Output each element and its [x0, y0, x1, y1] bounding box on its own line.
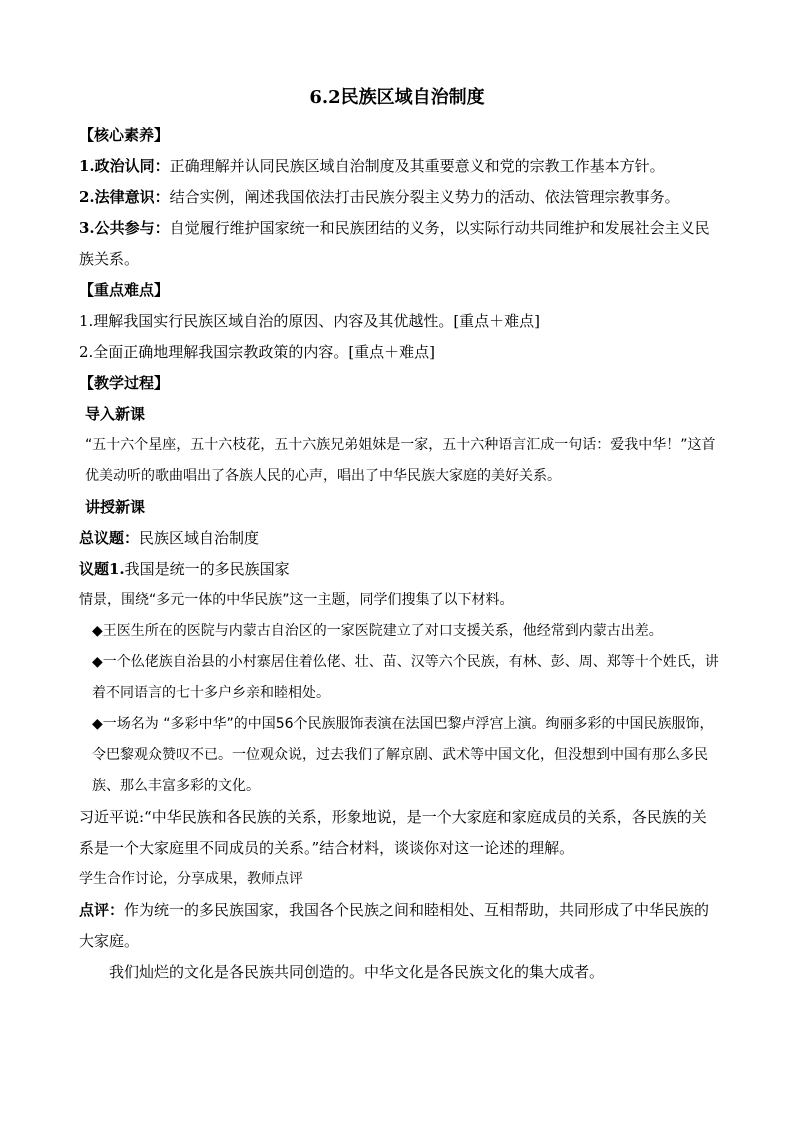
core-item-label: 1.政治认同： [79, 157, 170, 175]
quote-text: 习近平说:“中华民族和各民族的关系，形象地说，是一个大家庭和家庭成员的关系，各民族的关系是一个大家庭里不同成员的关系。”结合材料，谈谈你对这一论述的理解。 [79, 808, 707, 857]
core-item [79, 182, 719, 213]
lecture-heading: 讲授新课 [85, 498, 146, 516]
subtopic-line [79, 554, 719, 585]
key-item: 1.理解我国实行民族区域自治的原因、内容及其优越性。[重点＋难点] [79, 312, 541, 330]
subtopic-label: 议题1. [79, 560, 125, 578]
process-heading: 【教学过程】 [79, 374, 170, 392]
document-body [79, 120, 719, 988]
scenario-text: 情景，围绕“多元一体的中华民族”这一主题，同学们搜集了以下材料。 [79, 592, 514, 608]
core-item-text: 正确理解并认同民族区域自治制度及其重要意义和党的宗教工作基本方针。 [169, 157, 665, 175]
intro-text: “五十六个星座，五十六枝花，五十六族兄弟姐妹是一家，五十六种语言汇成一句话：爱我中华！”这首优美动听的歌曲唱出了各族人民的心声，唱出了中华民族大家庭的美好关系。 [85, 437, 716, 484]
core-heading: 【核心素养】 [79, 126, 170, 144]
key-item: 2.全面正确地理解我国宗教政策的内容。[重点＋难点] [79, 343, 436, 361]
closing-text: 我们灿烂的文化是各民族共同创造的。中华文化是各民族文化的集大成者。 [109, 963, 605, 981]
topic-line [79, 523, 719, 554]
core-item-label: 2.法律意识： [79, 188, 170, 206]
key-heading: 【重点难点】 [79, 281, 170, 299]
comment-label: 点评： [79, 901, 125, 919]
material-bullet: ◆一场名为 “多彩中华”的中国56个民族服饰表演在法国巴黎卢浮宫上演。绚丽多彩的中国民族服饰，令巴黎观众赞叹不已。一位观众说，过去我们了解京剧、武术等中国文化，但没想到中国有那么多民族、那么丰富多彩的文化。 [92, 716, 714, 794]
intro-heading: 导入新课 [85, 405, 146, 423]
discussion-text: 学生合作讨论，分享成果，教师点评 [79, 871, 303, 887]
material-bullet: ◆王医生所在的医院与内蒙古自治区的一家医院建立了对口支援关系，他经常到内蒙古出差。 [92, 623, 663, 639]
material-bullet: ◆一个仫佬族自治县的小村寨居住着仫佬、壮、苗、汉等六个民族，有林、彭、周、郑等十个姓氏，讲着不同语言的七十多户乡亲和睦相处。 [92, 654, 719, 701]
topic-label: 总议题： [79, 529, 140, 547]
subtopic-text: 我国是统一的多民族国家 [124, 560, 290, 578]
core-item [79, 151, 719, 182]
topic-text: 民族区域自治制度 [139, 529, 260, 547]
page-title: 6.2民族区域自治制度 [309, 87, 485, 108]
core-item-text: 结合实例，阐述我国依法打击民族分裂主义势力的活动、依法管理宗教事务。 [169, 188, 680, 206]
comment-line [79, 895, 719, 957]
core-item-label: 3.公共参与： [79, 219, 170, 237]
core-item [79, 213, 719, 275]
core-item-text: 自觉履行维护国家统一和民族团结的义务，以实际行动共同维护和发展社会主义民族关系。 [79, 219, 710, 268]
comment-text: 作为统一的多民族国家，我国各个民族之间和睦相处、互相帮助，共同形成了中华民族的大家庭。 [79, 901, 710, 950]
